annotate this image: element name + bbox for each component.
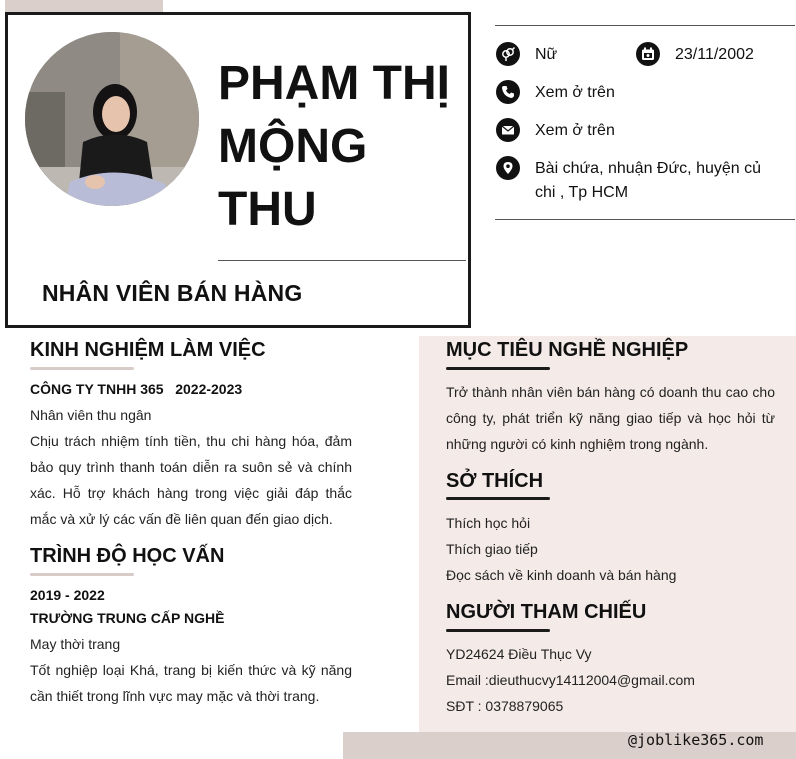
calendar-icon xyxy=(636,42,660,66)
dob-value: 23/11/2002 xyxy=(675,46,754,63)
hobbies-title: SỞ THÍCH xyxy=(446,470,544,492)
education-title-underline xyxy=(30,573,134,576)
experience-company: CÔNG TY TNHH 365 2022-2023 xyxy=(30,381,243,397)
hobby-item: Đọc sách về kinh doanh và bán hàng xyxy=(446,567,677,583)
reference-phone: SĐT : 0378879065 xyxy=(446,698,564,714)
objective-title: MỤC TIÊU NGHỀ NGHIỆP xyxy=(446,339,689,361)
objective-text: Trở thành nhân viên bán hàng có doanh thu cao cho công ty, phát triển kỹ năng giao tiếp và học hỏi từ những người có kinh nghiệm trong ngành. xyxy=(446,384,775,452)
education-description: Tốt nghiệp loại Khá, trang bị kiến thức và kỹ năng cần thiết trong lĩnh vực may mặc và thời trang. xyxy=(30,662,352,704)
phone-icon xyxy=(496,80,520,104)
experience-description: Chịu trách nhiệm tính tiền, thu chi hàng hóa, đảm bảo quy trình thanh toán diễn ra suôn sẻ và chính xác. Hỗ trợ khách hàng trong việc giải đáp thắc mắc và xử lý các vấn đề liên quan đến giao dịch. xyxy=(30,433,352,527)
education-years: 2019 - 2022 xyxy=(30,587,105,603)
education-title: TRÌNH ĐỘ HỌC VẤN xyxy=(30,545,225,567)
footer-watermark: @joblike365.com xyxy=(628,731,764,749)
name-divider xyxy=(218,260,466,261)
email-value: Xem ở trên xyxy=(535,122,615,139)
experience-title-underline xyxy=(30,367,134,370)
hobby-item: Thích học hỏi xyxy=(446,515,531,531)
education-school: TRƯỜNG TRUNG CẤP NGHỀ xyxy=(30,610,225,626)
avatar xyxy=(25,32,199,206)
reference-name: YD24624 Điều Thục Vy xyxy=(446,646,592,662)
gender-value: Nữ xyxy=(535,46,558,63)
experience-title: KINH NGHIỆM LÀM VIỆC xyxy=(30,339,266,361)
experience-position: Nhân viên thu ngân xyxy=(30,407,152,423)
avatar-illustration xyxy=(25,32,199,206)
envelope-icon xyxy=(496,118,520,142)
candidate-name: PHẠM THỊ MỘNG THU xyxy=(218,57,450,236)
contact-divider-top xyxy=(495,25,795,26)
references-title: NGƯỜI THAM CHIẾU xyxy=(446,601,647,623)
reference-email: Email :dieuthucvy14112004@gmail.com xyxy=(446,672,695,688)
location-pin-icon xyxy=(496,156,520,180)
address-value: Bài chứa, nhuận Đức, huyện củ chi , Tp HCM xyxy=(535,160,761,201)
job-title: NHÂN VIÊN BÁN HÀNG xyxy=(42,280,303,306)
hobbies-title-underline xyxy=(446,497,550,500)
phone-value: Xem ở trên xyxy=(535,84,615,101)
education-major: May thời trang xyxy=(30,636,121,652)
hobby-item: Thích giao tiếp xyxy=(446,541,538,557)
contact-divider-bottom xyxy=(495,219,795,220)
gender-icon xyxy=(496,42,520,66)
objective-title-underline xyxy=(446,367,550,370)
references-title-underline xyxy=(446,629,550,632)
